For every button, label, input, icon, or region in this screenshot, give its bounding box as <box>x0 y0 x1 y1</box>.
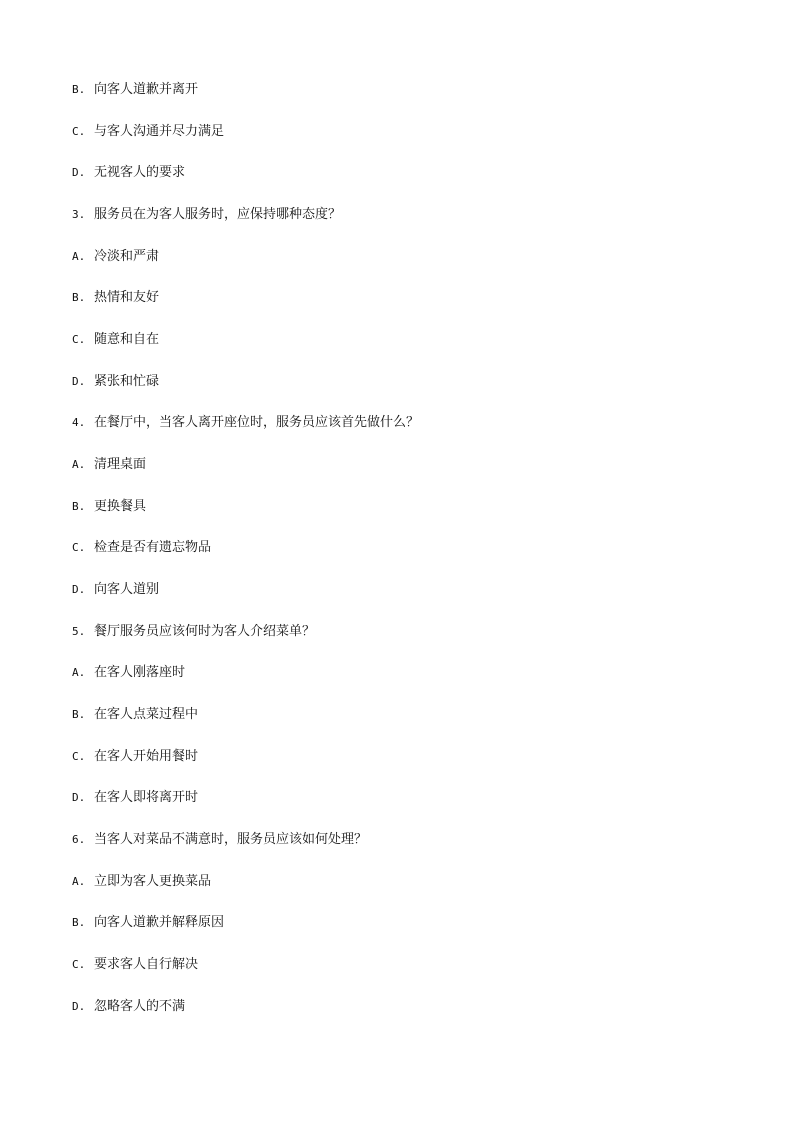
question-number: 3. <box>72 208 86 221</box>
option-line <box>72 580 159 600</box>
question-text: 餐厅服务员应该何时为客人介绍菜单？ <box>94 624 316 639</box>
option-text: 在客人开始用餐时 <box>94 749 199 764</box>
option-text: 无视客人的要求 <box>94 165 186 180</box>
option-line <box>72 455 146 475</box>
option-marker: C. <box>72 541 86 554</box>
question-text: 在餐厅中，当客人离开座位时，服务员应该首先做什么？ <box>94 415 420 430</box>
option-marker: B. <box>72 916 86 929</box>
question-line <box>72 622 315 642</box>
option-marker: B. <box>72 500 86 513</box>
option-line <box>72 997 185 1017</box>
option-text: 清理桌面 <box>94 457 147 472</box>
option-marker: D. <box>72 375 86 388</box>
question-number: 4. <box>72 416 86 429</box>
option-marker: C. <box>72 125 86 138</box>
question-number: 6. <box>72 833 86 846</box>
option-marker: B. <box>72 708 86 721</box>
option-text: 紧张和忙碌 <box>94 374 160 389</box>
option-text: 在客人点菜过程中 <box>94 707 199 722</box>
option-text: 忽略客人的不满 <box>94 999 186 1014</box>
option-marker: A. <box>72 250 86 263</box>
option-line <box>72 872 211 892</box>
option-text: 检查是否有遗忘物品 <box>94 540 212 555</box>
option-text: 冷淡和严肃 <box>94 249 160 264</box>
option-line <box>72 288 159 308</box>
option-line <box>72 247 159 267</box>
option-line <box>72 80 198 100</box>
option-marker: D. <box>72 1000 86 1013</box>
option-line <box>72 538 211 558</box>
option-line <box>72 788 198 808</box>
option-text: 热情和友好 <box>94 290 160 305</box>
question-text: 当客人对菜品不满意时，服务员应该如何处理？ <box>94 832 368 847</box>
option-line <box>72 955 198 975</box>
option-text: 在客人刚落座时 <box>94 665 186 680</box>
option-marker: D. <box>72 583 86 596</box>
option-text: 随意和自在 <box>94 332 160 347</box>
option-marker: C. <box>72 750 86 763</box>
option-marker: C. <box>72 958 86 971</box>
option-text: 向客人道歉并离开 <box>94 82 199 97</box>
option-text: 向客人道歉并解释原因 <box>94 915 225 930</box>
option-marker: C. <box>72 333 86 346</box>
question-line <box>72 413 419 433</box>
option-text: 向客人道别 <box>94 582 160 597</box>
option-marker: A. <box>72 666 86 679</box>
question-line <box>72 205 341 225</box>
question-line <box>72 830 367 850</box>
option-marker: A. <box>72 875 86 888</box>
option-line <box>72 330 159 350</box>
question-number: 5. <box>72 625 86 638</box>
option-text: 在客人即将离开时 <box>94 790 199 805</box>
option-line <box>72 497 146 517</box>
option-line <box>72 163 185 183</box>
option-marker: A. <box>72 458 86 471</box>
option-marker: B. <box>72 83 86 96</box>
option-marker: B. <box>72 291 86 304</box>
option-line <box>72 122 224 142</box>
option-line <box>72 372 159 392</box>
option-text: 更换餐具 <box>94 499 147 514</box>
question-text: 服务员在为客人服务时，应保持哪种态度？ <box>94 207 342 222</box>
option-marker: D. <box>72 166 86 179</box>
option-text: 要求客人自行解决 <box>94 957 199 972</box>
option-line <box>72 747 198 767</box>
option-text: 与客人沟通并尽力满足 <box>94 124 225 139</box>
option-text: 立即为客人更换菜品 <box>94 874 212 889</box>
option-marker: D. <box>72 791 86 804</box>
option-line <box>72 913 224 933</box>
option-line <box>72 663 185 683</box>
option-line <box>72 705 198 725</box>
